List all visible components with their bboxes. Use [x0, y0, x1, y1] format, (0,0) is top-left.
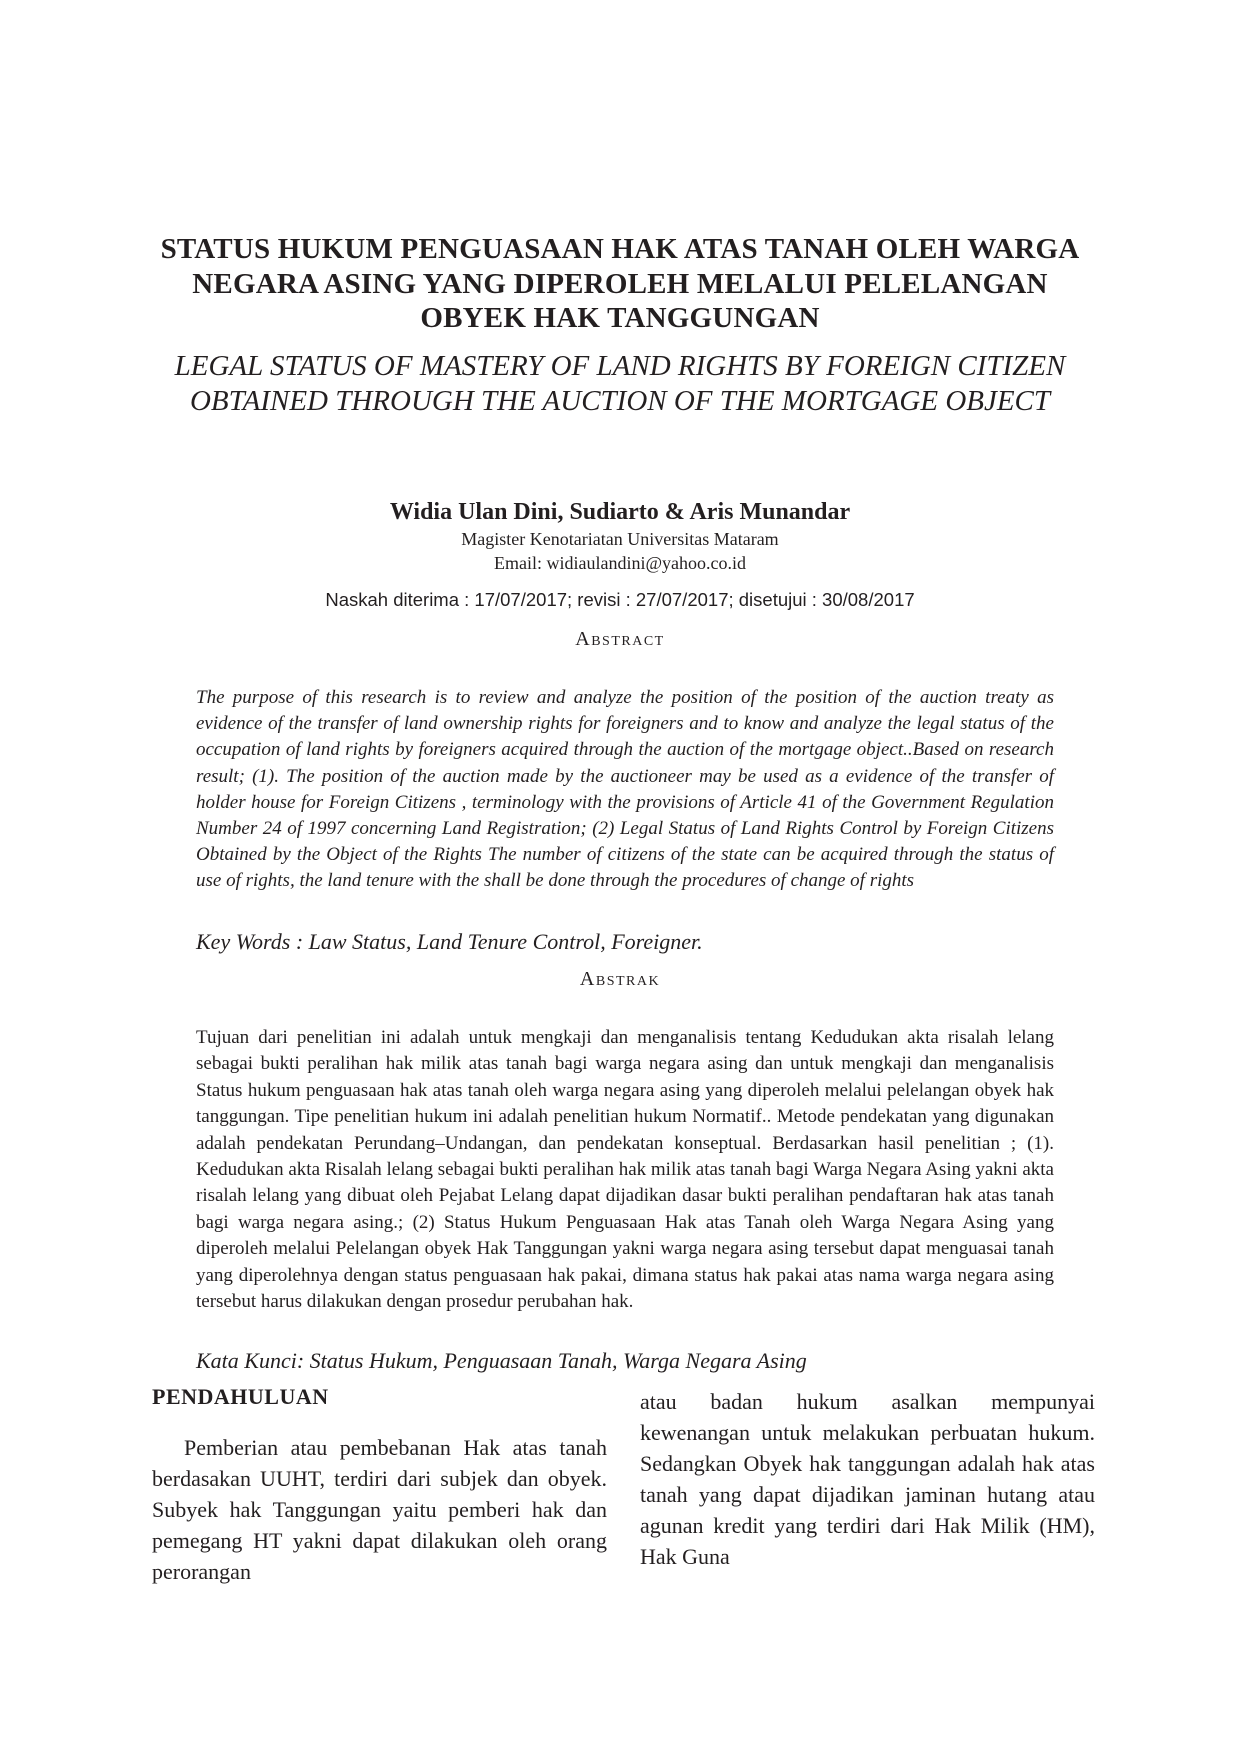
abstract-english: The purpose of this research is to review and analyze the position of the position of the auction treaty as evidence of the transfer of land ownership rights for foreigners and to know and analyze the legal status of the occupation of land rights by foreigners acquired through the auction of the mortgage object..Based on research result; (1). The position of the auction made by the auctioneer may be used as a evidence of the transfer of holder house for Foreign Citizens , terminology with the provisions of Article 41 of the Government Regulation Number 24 of 1997 concerning Land Registration; (2) Legal Status of Land Rights Control by Foreign Citizens Obtained by the Object of the Rights The number of citizens of the state can be acquired through the status of use of rights, the land tenure with the shall be done through the procedures of change of rights [196, 687, 1054, 892]
affiliation: Magister Kenotariatan Universitas Mataram [461, 529, 779, 549]
affiliation-block [150, 527, 1090, 575]
abstract-heading: Abstract [575, 628, 665, 650]
body-column-left: Pemberian atau pembebanan Hak atas tanah berdasakan UUHT, terdiri dari subjek dan obyek. Subyek hak Tanggungan yaitu pemberi hak dan pemegang HT yakni dapat dilakukan oleh orang perorangan [152, 1435, 607, 1584]
title-english: LEGAL STATUS OF MASTERY OF LAND RIGHTS BY FOREIGN CITIZEN OBTAINED THROUGH THE AUCTION OF THE MORTGAGE OBJECT [174, 350, 1066, 417]
section-heading: PENDAHULUAN [152, 1384, 329, 1409]
abstract-indonesian: Tujuan dari penelitian ini adalah untuk mengkaji dan menganalisis tentang Kedudukan akta risalah lelang sebagai bukti peralihan hak milik atas tanah bagi warga negara asing dan untuk mengkaji dan menganalisis Status hukum penguasaan hak atas tanah oleh warga negara asing yang diperoleh melalui pelelangan obyek hak tanggungan. Tipe penelitian hukum ini adalah penelitian hukum Normatif.. Metode pendekatan yang digunakan adalah pendekatan Perundang–Undangan, dan pendekatan konseptual. Berdasarkan hasil penelitian ; (1). Kedudukan akta Risalah lelang sebagai bukti peralihan hak milik atas tanah bagi Warga Negara Asing yakni akta risalah lelang yang dibuat oleh Pejabat Lelang dapat dijadikan dasar bukti peralihan pendaftaran hak atas tanah bagi warga negara asing.; (2) Status Hukum Penguasaan Hak atas Tanah oleh Warga Negara Asing yang diperoleh melalui Pelelangan obyek Hak Tanggungan yakni warga negara asing tersebut dapat menguasai tanah yang diperolehnya dengan status penguasaan hak pakai, dimana status hak pakai atas nama warga negara asing tersebut harus dilakukan dengan prosedur perubahan hak. [196, 1027, 1054, 1313]
title-indonesian: STATUS HUKUM PENGUASAAN HAK ATAS TANAH OLEH WARGA NEGARA ASING YANG DIPEROLEH MELALUI PELELANGAN OBYEK HAK TANGGUNGAN [160, 233, 1080, 334]
submission-dates: Naskah diterima : 17/07/2017; revisi : 27/07/2017; disetujui : 30/08/2017 [325, 589, 915, 610]
authors: Widia Ulan Dini, Sudiarto & Aris Munandar [389, 499, 851, 525]
email: Email: widiaulandini@yahoo.co.id [493, 553, 747, 573]
keywords: Key Words : Law Status, Land Tenure Control, Foreigner. [196, 929, 703, 954]
body-column-right: atau badan hukum asalkan mempunyai kewenangan untuk melakukan perbuatan hukum. Sedangkan Obyek hak tanggungan adalah hak atas tanah yang dapat dijadikan jaminan hutang atau agunan kredit yang terdiri dari Hak Milik (HM), Hak Guna [640, 1389, 1095, 1569]
kata-kunci: Kata Kunci: Status Hukum, Penguasaan Tanah, Warga Negara Asing [196, 1348, 807, 1373]
abstrak-heading: Abstrak [579, 968, 661, 990]
